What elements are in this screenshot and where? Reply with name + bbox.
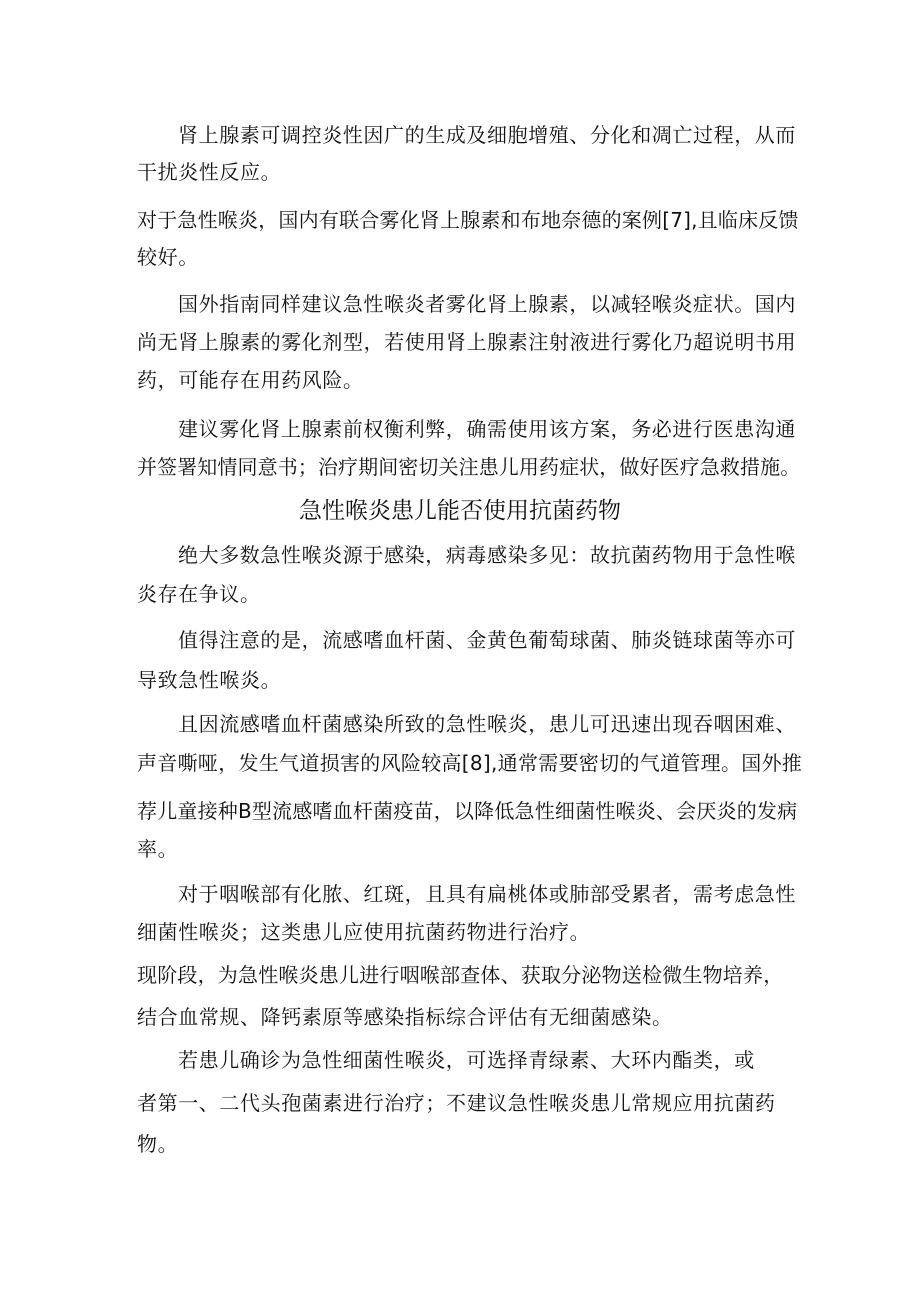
section-paragraph-4-line-2: 细菌性喉炎；这类患儿应使用抗菌药物进行治疗。: [137, 920, 591, 944]
paragraph-4-line-1: 建议雾化肾上腺素前权衡利弊，确需使用该方案，务必进行医患沟通: [178, 417, 796, 441]
paragraph-1-line-2: 干扰炎性反应。: [137, 160, 282, 184]
section-paragraph-5-line-2: 结合血常规、降钙素原等感染指标综合评估有无细菌感染。: [137, 1005, 673, 1029]
section-paragraph-1-line-1: 绝大多数急性喉炎源于感染，病毒感染多见：故抗菌药物用于急性喉: [178, 543, 796, 567]
paragraph-3-line-2: 尚无肾上腺素的雾化剂型，若使用肾上腺素注射液进行雾化乃超说明书用: [137, 330, 797, 354]
section-paragraph-2-line-1: 值得注意的是，流感嗜血杆菌、金黄色葡萄球菌、肺炎链球菌等亦可: [178, 628, 796, 652]
section-heading: 急性喉炎患儿能否使用抗菌药物: [299, 498, 621, 524]
section-paragraph-2-line-2: 导致急性喉炎。: [137, 668, 282, 692]
paragraph-3-line-3: 药，可能存在用药风险。: [137, 368, 364, 392]
paragraph-4-line-2: 并签署知情同意书；治疗期间密切关注患儿用药症状，做好医疗急救措施。: [137, 455, 801, 479]
paragraph-3-line-1: 国外指南同样建议急性喉炎者雾化肾上腺素，以减轻喉炎症状。国内: [178, 292, 796, 316]
section-paragraph-3-line-1: 且因流感嗜血杆菌感染所致的急性喉炎，患儿可迅速出现吞咽困难、: [178, 712, 796, 736]
section-paragraph-3-line-3: 荐儿童接种B型流感嗜血杆菌疫苗，以降低急性细菌性喉炎、会厌炎的发病: [137, 799, 798, 823]
paragraph-2-line-1: 对于急性喉炎，国内有联合雾化肾上腺素和布地奈德的案例[7],且临床反馈: [137, 208, 799, 232]
section-paragraph-4-line-1: 对于咽喉部有化脓、红斑，且具有扁桃体或肺部受累者，需考虑急性: [178, 882, 796, 906]
section-paragraph-3-line-2: 声音嘶哑，发生气道损害的风险较高[8],通常需要密切的气道管理。国外推: [137, 751, 803, 775]
section-paragraph-3-line-4: 率。: [137, 837, 179, 861]
section-paragraph-5-line-1: 现阶段，为急性喉炎患儿进行咽喉部查体、获取分泌物送检微生物培养，: [137, 963, 784, 987]
section-paragraph-6-line-3: 物。: [137, 1132, 179, 1156]
paragraph-1-line-1: 肾上腺素可调控炎性因广的生成及细胞增殖、分化和凋亡过程，从而: [178, 123, 796, 147]
section-paragraph-6-line-2: 者第一、二代头孢菌素进行治疗；不建议急性喉炎患儿常规应用抗菌药: [137, 1091, 776, 1115]
section-paragraph-6-line-1: 若患儿确诊为急性细菌性喉炎，可选择青绿素、大环内酯类，或: [178, 1048, 755, 1072]
section-paragraph-1-line-2: 炎存在争议。: [137, 582, 261, 606]
paragraph-2-line-2: 较好。: [137, 245, 199, 269]
